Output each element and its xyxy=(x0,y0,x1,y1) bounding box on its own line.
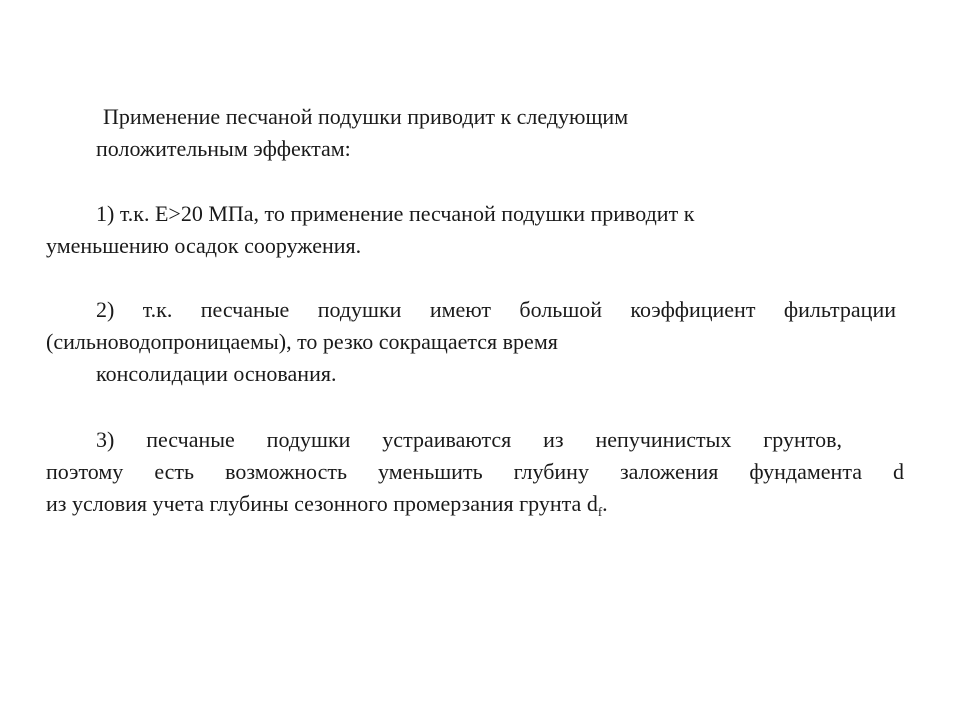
point-3-line-3-end: . xyxy=(602,491,608,516)
frost-depth-subscript: f xyxy=(597,504,603,519)
point-3-line-2: поэтому есть возможность уменьшить глубину заложения фундамента d xyxy=(46,459,904,484)
point-3-line-1: 3) песчаные подушки устраиваются из непучинистых грунтов, xyxy=(96,427,842,452)
intro-line-1: Применение песчаной подушки приводит к следующим xyxy=(103,104,629,129)
point-1-line-1: 1) т.к. Е>20 МПа, то применение песчаной подушки приводит к xyxy=(96,201,695,226)
point-2-line-3: консолидации основания. xyxy=(96,361,337,386)
intro-line-2: положительным эффектам: xyxy=(96,136,351,161)
point-2-line-2: (сильноводопроницаемы), то резко сокращается время xyxy=(46,329,558,354)
point-3-line-3 xyxy=(46,489,608,519)
point-3-line-3-text: из условия учета глубины сезонного промерзания грунта d xyxy=(46,491,598,516)
point-2-line-1: 2) т.к. песчаные подушки имеют большой коэффициент фильтрации xyxy=(96,297,896,322)
point-1-line-2: уменьшению осадок сооружения. xyxy=(46,233,362,258)
